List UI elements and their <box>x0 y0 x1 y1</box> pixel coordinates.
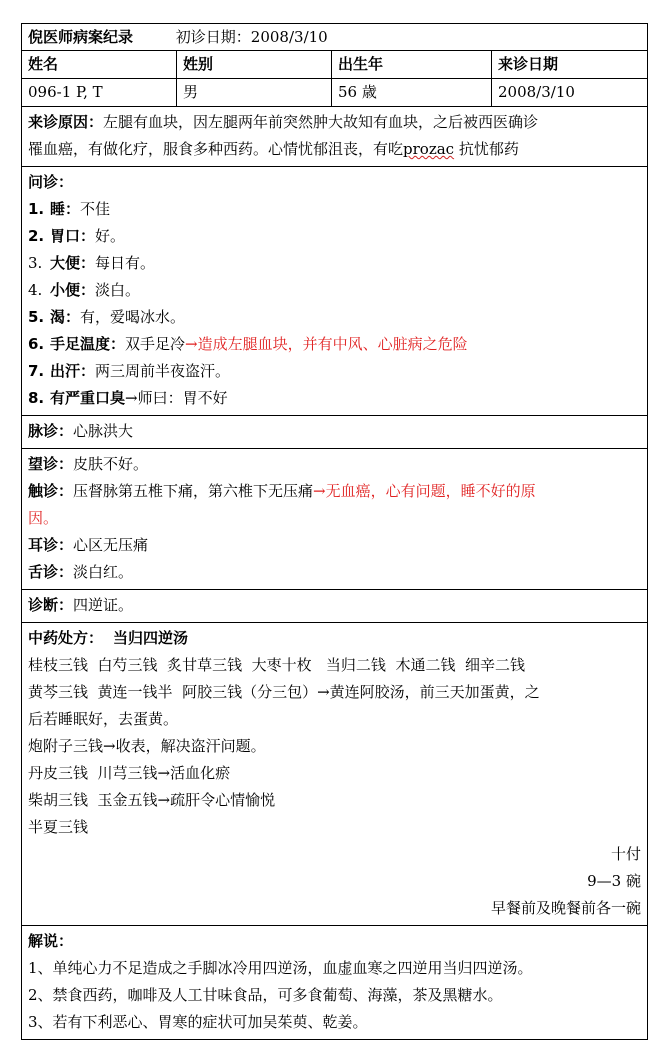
tongue-label: 舌诊： <box>28 563 74 581</box>
item-label: 大便： <box>50 254 96 272</box>
dose-count: 十付 <box>610 845 641 863</box>
item-text: 有，爱喝冰水。 <box>80 308 186 326</box>
item-note: 造成左腿血块，并有中风、心脏病之危险 <box>197 335 468 353</box>
tongue-text: 淡白红。 <box>73 563 134 581</box>
title-row <box>22 24 647 51</box>
arrow-icon: → <box>157 764 171 782</box>
item-text: 双手足冷 <box>125 335 186 353</box>
pulse-section <box>22 416 647 449</box>
inquiry-item <box>28 385 641 412</box>
header-sex: 姓别 <box>177 51 332 78</box>
ear-text: 心区无压痛 <box>73 536 149 554</box>
item-label: 手足温度： <box>50 335 126 353</box>
explanation-item: 1、单纯心力不足造成之手脚冰冷用四逆汤，血虚血寒之四逆用当归四逆汤。 <box>28 959 533 977</box>
pulse-text: 心脉洪大 <box>73 422 134 440</box>
item-text: 不佳 <box>80 200 111 218</box>
item-label: 出汗： <box>50 362 96 380</box>
inquiry-item <box>28 250 641 277</box>
inquiry-item <box>28 277 641 304</box>
reason-text-3: 抗忧郁药 <box>454 140 519 158</box>
record-title: 倪医师病案纪录 <box>28 28 134 46</box>
item-number: 1. <box>28 200 45 218</box>
item-label: 渴： <box>50 308 81 326</box>
herb-line: 桂枝三钱 白芍三钱 炙甘草三钱 大枣十枚 当归二钱 木通二钱 细辛二钱 <box>28 656 525 674</box>
formula-name: 当归四逆汤 <box>113 629 189 647</box>
herb-line: 丹皮三钱 川芎三钱 <box>28 764 158 782</box>
herb-note: 活血化瘀 <box>170 764 231 782</box>
touch-note: 无血癌，心有问题，睡不好的原 <box>325 482 536 500</box>
arrow-icon: → <box>125 389 138 407</box>
herb-line: 半夏三钱 <box>28 818 89 836</box>
item-number: 8. <box>28 389 45 407</box>
touch-text: 压督脉第五椎下痛，第六椎下无压痛 <box>73 482 314 500</box>
inquiry-label: 问诊： <box>28 173 74 191</box>
patient-id: 096-1 P, T <box>22 79 177 106</box>
explanation-item: 3、若有下利恶心、胃寒的症状可加吴茱萸、乾姜。 <box>28 1013 368 1031</box>
explanation-label: 解说： <box>28 932 74 950</box>
pulse-label: 脉诊： <box>28 422 74 440</box>
prescription-section <box>22 623 647 926</box>
arrow-icon: → <box>103 737 116 755</box>
ear-label: 耳诊： <box>28 536 74 554</box>
item-label: 胃口： <box>50 227 96 245</box>
inquiry-item <box>28 358 641 385</box>
item-number: 7. <box>28 362 45 380</box>
item-number: 2. <box>28 227 45 245</box>
look-text: 皮肤不好。 <box>73 455 149 473</box>
item-text: 每日有。 <box>95 254 156 272</box>
first-visit-date: 初诊日期：2008/3/10 <box>175 28 328 46</box>
diagnosis-section <box>22 590 647 623</box>
inquiry-section <box>22 167 647 416</box>
reason-text-2: 罹血癌，有做化疗，服食多种西药。心情忧郁沮丧，有吃 <box>28 140 404 158</box>
bowl-count: 9—3 碗 <box>587 872 641 890</box>
header-birth-year: 出生年 <box>332 51 492 78</box>
info-value-row <box>22 79 647 107</box>
visit-date: 2008/3/10 <box>498 83 575 101</box>
reason-drug-name: prozac <box>403 140 455 158</box>
reason-text-1: 左腿有血块，因左腿两年前突然肿大故知有血块，之后被西医确诊 <box>103 113 539 131</box>
herb-line: 炮附子三钱 <box>28 737 104 755</box>
exam-section <box>22 449 647 590</box>
inquiry-item <box>28 223 641 250</box>
header-visit-date: 来诊日期 <box>498 55 559 73</box>
item-label: 小便： <box>50 281 96 299</box>
item-text: 两三周前半夜盗汗。 <box>95 362 231 380</box>
prescription-label: 中药处方： <box>28 629 104 647</box>
arrow-icon: → <box>157 791 171 809</box>
diagnosis-label: 诊断： <box>28 596 74 614</box>
touch-note-cont: 因。 <box>28 509 59 527</box>
inquiry-item <box>28 196 641 223</box>
explanation-item: 2、禁食西药，咖啡及人工甘味食品，可多食葡萄、海藻，茶及黑糖水。 <box>28 986 503 1004</box>
herb-line: 黄芩三钱 黄连一钱半 阿胶三钱（分三包） <box>28 683 318 701</box>
reason-label: 来诊原因： <box>28 113 104 131</box>
look-label: 望诊： <box>28 455 74 473</box>
info-header-row <box>22 51 647 79</box>
item-number: 5. <box>28 308 45 326</box>
item-text: 好。 <box>95 227 126 245</box>
item-number: 3. <box>28 254 43 272</box>
item-number: 4. <box>28 281 43 299</box>
item-number: 6. <box>28 335 45 353</box>
herb-note: 收表，解决盗汗问题。 <box>115 737 266 755</box>
item-text: 淡白。 <box>95 281 141 299</box>
patient-sex: 男 <box>177 79 332 106</box>
item-text: 师曰：胃不好 <box>137 389 228 407</box>
inquiry-item <box>28 331 641 358</box>
dose-timing: 早餐前及晚餐前各一碗 <box>490 899 641 917</box>
diagnosis-text: 四逆证。 <box>73 596 134 614</box>
header-name: 姓名 <box>22 51 177 78</box>
herb-note: 疏肝令心情愉悦 <box>170 791 276 809</box>
item-label: 睡： <box>50 200 81 218</box>
patient-age: 56 歳 <box>332 79 492 106</box>
touch-label: 触诊： <box>28 482 74 500</box>
herb-note: 黄连阿胶汤，前三天加蛋黄，之 <box>329 683 540 701</box>
explanation-section <box>22 926 647 1039</box>
arrow-icon: → <box>317 683 330 701</box>
inquiry-item <box>28 304 641 331</box>
reason-section <box>22 107 647 167</box>
item-label: 有严重口臭 <box>50 389 126 407</box>
herb-line: 柴胡三钱 玉金五钱 <box>28 791 158 809</box>
medical-record-table <box>21 23 648 1040</box>
herb-note-cont: 后若睡眠好，去蛋黄。 <box>28 710 179 728</box>
arrow-icon: → <box>185 335 198 353</box>
arrow-icon: → <box>313 482 326 500</box>
